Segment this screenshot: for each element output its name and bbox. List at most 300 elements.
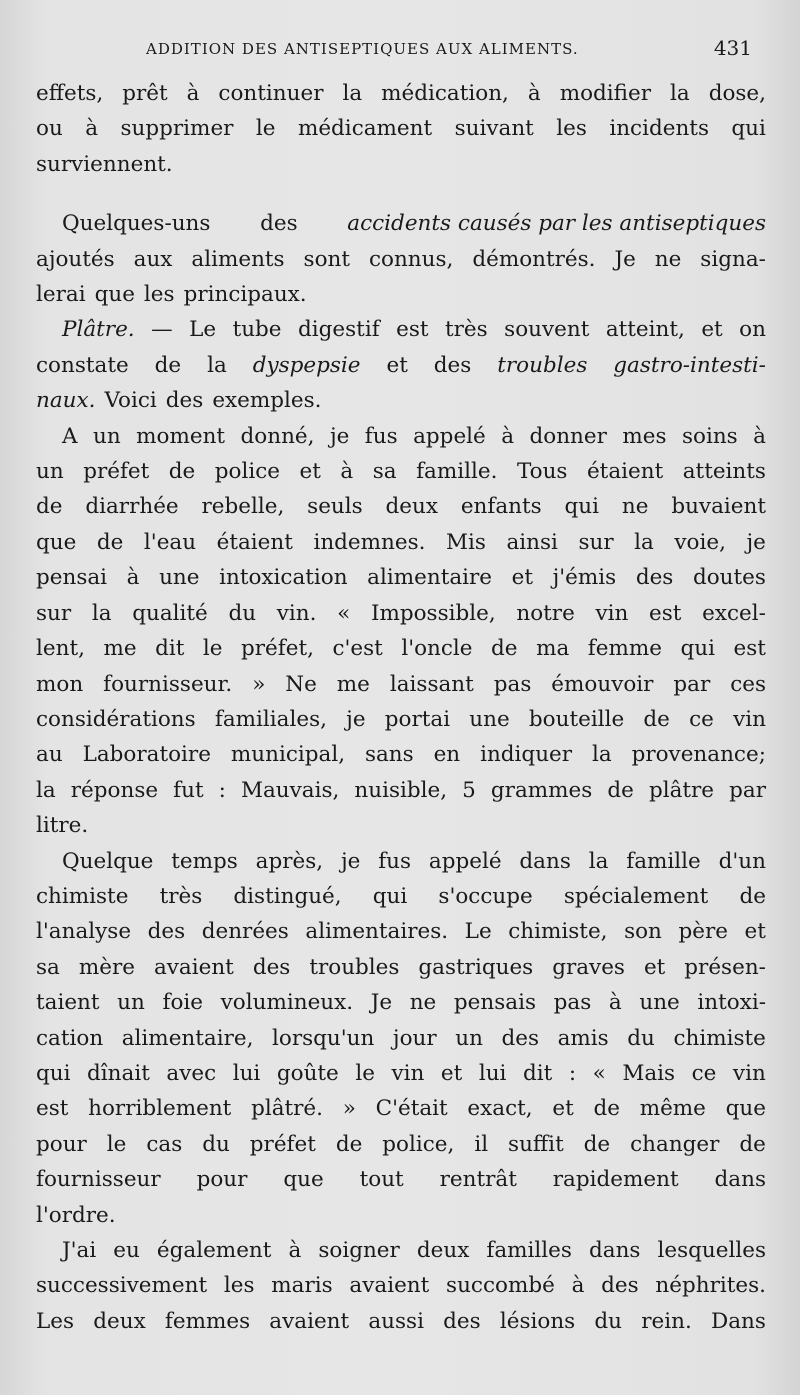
word: réponse	[70, 777, 159, 803]
text-line	[36, 631, 766, 666]
word: sur	[578, 529, 614, 555]
word: suivant	[454, 116, 534, 142]
word: des	[601, 1273, 639, 1299]
word: dans	[519, 848, 571, 874]
word: et	[386, 352, 408, 378]
word: et	[511, 565, 534, 591]
word: qui	[36, 1060, 71, 1086]
word: vin	[732, 1060, 766, 1086]
word: c'est	[332, 636, 383, 662]
word: appelé	[428, 848, 502, 874]
word: cation	[36, 1025, 104, 1051]
word: la	[207, 352, 227, 378]
word: ne	[621, 494, 649, 520]
word: je	[746, 529, 766, 555]
running-head	[60, 36, 760, 66]
word: troubles	[497, 352, 588, 378]
text-line	[36, 773, 766, 808]
word: à	[288, 1238, 302, 1263]
word: sont	[303, 246, 351, 272]
text-line	[36, 76, 766, 111]
word: la	[634, 529, 654, 555]
word: de	[583, 1131, 611, 1157]
word: il	[474, 1131, 489, 1157]
word: ce	[691, 1060, 717, 1086]
text-line	[36, 348, 766, 383]
word: denrées	[201, 919, 289, 945]
word: doutes	[692, 565, 766, 591]
word: gastriques	[418, 954, 534, 980]
word: notre	[516, 600, 575, 626]
word: que	[725, 1096, 766, 1122]
word: au	[36, 742, 63, 768]
word: cas	[146, 1131, 183, 1157]
word: aux	[133, 246, 173, 272]
word: provenance;	[631, 742, 766, 768]
word: foie	[162, 990, 204, 1016]
word: Quelque	[62, 848, 154, 874]
word: lésions	[499, 1308, 576, 1334]
word: avec	[166, 1060, 217, 1086]
word: amis	[557, 1025, 609, 1051]
word: avaient	[153, 954, 234, 980]
text-line	[36, 147, 766, 182]
word: qui	[372, 883, 408, 909]
word: du	[627, 1025, 655, 1051]
text-line	[36, 312, 766, 347]
word: chimiste	[36, 883, 129, 909]
word: ma	[536, 636, 570, 662]
word: Dans	[710, 1308, 766, 1334]
word: me	[103, 636, 137, 662]
word: donné,	[240, 423, 315, 449]
word: exemples.	[212, 388, 322, 414]
word: l'oncle	[401, 636, 473, 662]
word: suffit	[508, 1131, 564, 1157]
word: naux.	[36, 388, 96, 414]
word: fus	[364, 423, 398, 449]
word: atteints	[682, 459, 766, 485]
word: père	[678, 919, 728, 945]
word: Mais	[622, 1060, 676, 1086]
word: donner	[529, 423, 607, 449]
word: ou	[36, 116, 63, 142]
word: rein.	[641, 1308, 692, 1334]
word: les	[143, 282, 175, 308]
word: graves	[552, 954, 625, 980]
word: je	[340, 848, 361, 874]
word: portai	[384, 706, 451, 732]
word: plâtre	[648, 777, 715, 803]
word: alimentaires.	[305, 919, 449, 945]
word: des	[501, 1025, 540, 1051]
word: dose,	[708, 81, 766, 106]
word: aliments	[191, 246, 285, 272]
word: Quelques-uns	[62, 211, 211, 237]
word: avaient	[349, 1273, 430, 1299]
word: le	[355, 1060, 375, 1086]
word: police,	[382, 1131, 455, 1157]
word: vin	[595, 600, 629, 626]
word: de	[643, 706, 670, 732]
word: les	[556, 116, 587, 142]
word: Mis	[446, 529, 486, 555]
word: un	[117, 990, 145, 1016]
word: surviennent.	[36, 151, 173, 177]
word: J'ai	[62, 1238, 97, 1263]
word: très	[445, 317, 488, 343]
word: Tous	[516, 459, 568, 485]
word: deux	[385, 494, 438, 520]
word: est	[649, 600, 682, 626]
word: laissant	[389, 671, 474, 697]
word: du	[228, 600, 257, 626]
word: un	[455, 1025, 483, 1051]
word: fournisseur	[36, 1167, 161, 1193]
word: alimentaire,	[121, 1025, 254, 1051]
word: à	[753, 423, 766, 449]
word: de	[96, 529, 124, 555]
text-line	[36, 206, 766, 241]
text-line	[36, 667, 766, 702]
word: A	[62, 423, 78, 449]
word: «	[592, 1060, 606, 1086]
word: indemnes.	[313, 529, 426, 555]
word: et	[643, 954, 666, 980]
text-line	[36, 914, 766, 949]
word: de	[491, 636, 518, 662]
running-title: ADDITION DES ANTISEPTIQUES AUX ALIMENTS.	[146, 40, 579, 58]
word: à	[527, 81, 541, 106]
word: la	[91, 600, 112, 626]
word: aussi	[368, 1308, 424, 1334]
word: de	[335, 1131, 363, 1157]
word: famille.	[416, 459, 498, 485]
word: constate	[36, 352, 129, 378]
word: que	[283, 1167, 324, 1193]
word: de	[739, 1131, 766, 1157]
text-line	[36, 1162, 766, 1197]
text-line	[36, 525, 766, 560]
word: —	[151, 317, 173, 343]
word: ce	[689, 706, 714, 732]
word: j'émis	[552, 565, 617, 591]
word: s'occupe	[438, 883, 533, 909]
word: très	[159, 883, 203, 909]
text-line	[36, 419, 766, 454]
word: lorsqu'un	[272, 1025, 375, 1051]
word: du	[594, 1308, 623, 1334]
word: succombé	[446, 1273, 555, 1299]
word: connus,	[368, 246, 454, 272]
word: soigner	[318, 1238, 400, 1263]
word: dyspepsie	[252, 352, 361, 378]
word: pour	[196, 1167, 248, 1193]
word: une	[469, 706, 510, 732]
word: 5	[462, 777, 476, 803]
word: qui	[731, 116, 766, 142]
word: modifier	[559, 81, 652, 106]
word: eu	[113, 1238, 140, 1263]
word: préfet	[249, 1131, 316, 1157]
word: à	[85, 116, 99, 142]
word: intoxi-	[697, 990, 766, 1016]
word: après,	[255, 848, 324, 874]
word: ne	[654, 246, 682, 272]
word: exact,	[467, 1096, 533, 1122]
word: :	[568, 1060, 577, 1086]
word: sa	[36, 954, 60, 980]
word: et	[299, 459, 321, 485]
word: sa	[372, 459, 397, 485]
word: mes	[622, 423, 667, 449]
word: son	[624, 919, 662, 945]
word: appelé	[413, 423, 486, 449]
word: pas	[553, 990, 592, 1016]
text-line	[36, 737, 766, 772]
word: le	[106, 1131, 127, 1157]
word: vin	[391, 1060, 425, 1086]
word: principaux.	[183, 282, 307, 308]
text-line	[36, 1304, 766, 1339]
word: horriblement	[88, 1096, 232, 1122]
word: plâtré.	[251, 1096, 323, 1122]
word: des	[252, 954, 291, 980]
word: qualité	[132, 600, 208, 626]
word: et	[701, 317, 723, 343]
text-line	[36, 808, 766, 843]
word: je	[329, 423, 350, 449]
word: dans	[588, 1238, 641, 1263]
word: est	[36, 1096, 69, 1122]
word: et	[440, 1060, 463, 1086]
word: lerai	[36, 282, 86, 308]
word: des	[635, 565, 674, 591]
word: sans	[364, 742, 414, 768]
word: à	[571, 1273, 585, 1299]
word: »	[342, 1096, 356, 1122]
word: de	[607, 777, 634, 803]
word: la	[591, 742, 612, 768]
word: enfants	[460, 494, 542, 520]
word: Laboratoire	[82, 742, 211, 768]
text-line	[36, 111, 766, 146]
word: néphrites.	[655, 1273, 766, 1299]
word: des	[165, 388, 204, 414]
word: et	[552, 1096, 574, 1122]
word: à	[186, 81, 200, 106]
word: à	[340, 459, 354, 485]
word: l'analyse	[36, 919, 132, 945]
page-number: 431	[713, 36, 752, 60]
text-line	[36, 489, 766, 524]
word: rapidement	[552, 1167, 679, 1193]
word: un	[36, 459, 64, 485]
word: par	[729, 777, 766, 803]
word: familiales,	[214, 706, 327, 732]
word: médication,	[381, 81, 509, 106]
word: alimentaire	[367, 565, 493, 591]
word: vin.	[276, 600, 317, 626]
word: de	[154, 352, 182, 378]
word: la	[342, 81, 363, 106]
word: atteint,	[605, 317, 685, 343]
text-line	[36, 1268, 766, 1303]
text-line	[36, 1127, 766, 1162]
word: incidents	[609, 116, 709, 142]
word: du	[202, 1131, 230, 1157]
word: lui	[232, 1060, 261, 1086]
word: municipal,	[230, 742, 346, 768]
word: seuls	[307, 494, 363, 520]
word: qui	[680, 636, 715, 662]
word: et	[744, 919, 766, 945]
word: diarrhée	[85, 494, 179, 520]
word: rentrât	[439, 1167, 517, 1193]
word: en	[433, 742, 461, 768]
word: gastro-intesti-	[613, 352, 766, 378]
word: Plâtre.	[62, 317, 135, 343]
word: le	[255, 116, 276, 142]
word: Mauvais,	[240, 777, 340, 803]
word: fut	[173, 777, 204, 803]
word: pour	[36, 1131, 87, 1157]
word: Je	[614, 246, 636, 272]
text-line	[36, 879, 766, 914]
word: intoxication	[219, 565, 348, 591]
word: pas	[493, 671, 532, 697]
word: dans	[714, 1167, 766, 1193]
word: maris	[271, 1273, 333, 1299]
text-line	[36, 277, 766, 312]
word: accidents causés par les antiseptiques	[347, 211, 766, 237]
word: de	[739, 883, 766, 909]
word: indiquer	[480, 742, 573, 768]
word: à	[608, 990, 622, 1016]
word: à	[126, 565, 140, 591]
word: grammes	[490, 777, 593, 803]
word: signa-	[700, 246, 766, 272]
word: émouvoir	[551, 671, 654, 697]
word: lui	[478, 1060, 507, 1086]
word: je	[346, 706, 366, 732]
body-text	[36, 76, 766, 1339]
word: est	[396, 317, 429, 343]
word: effets,	[36, 81, 104, 106]
word: préfet	[83, 459, 150, 485]
word: famille	[626, 848, 701, 874]
word: temps	[171, 848, 238, 874]
word: «	[337, 600, 351, 626]
word: des	[433, 352, 472, 378]
word: buvaient	[671, 494, 766, 520]
word: dînait	[87, 1060, 150, 1086]
word: le	[202, 636, 223, 662]
text-line	[36, 383, 766, 418]
word: Le	[189, 317, 217, 343]
word: ajoutés	[36, 246, 115, 272]
word: qui	[564, 494, 600, 520]
word: Ne	[285, 671, 317, 697]
word: dit	[155, 636, 185, 662]
word: successivement	[36, 1273, 208, 1299]
word: volumineux.	[220, 990, 354, 1016]
word: excel-	[702, 600, 766, 626]
word: souvent	[504, 317, 590, 343]
word: distingué,	[233, 883, 342, 909]
word: Le	[464, 919, 492, 945]
word: la	[588, 848, 609, 874]
word: l'eau	[143, 529, 197, 555]
text-line	[36, 596, 766, 631]
word: mère	[78, 954, 135, 980]
word: à	[501, 423, 515, 449]
word: est	[733, 636, 766, 662]
word: deux	[416, 1238, 470, 1263]
word: »	[252, 671, 266, 697]
word: bouteille	[528, 706, 625, 732]
word: jour	[392, 1025, 437, 1051]
word: ainsi	[506, 529, 558, 555]
word: dit	[522, 1060, 553, 1086]
word: présen-	[684, 954, 766, 980]
word: l'ordre.	[36, 1202, 116, 1228]
word: par	[673, 671, 711, 697]
text-line	[36, 844, 766, 879]
word: changer	[630, 1131, 720, 1157]
word: lesquelles	[657, 1238, 766, 1263]
text-line	[36, 950, 766, 985]
text-line	[36, 985, 766, 1020]
word: spécialement	[563, 883, 709, 909]
text-line	[36, 1091, 766, 1126]
word: Les	[36, 1308, 75, 1334]
text-line	[36, 454, 766, 489]
word: préfet,	[241, 636, 314, 662]
word: une	[639, 990, 680, 1016]
word: prêt	[122, 81, 168, 106]
word: que	[36, 529, 77, 555]
word: me	[336, 671, 370, 697]
word: la	[36, 777, 56, 803]
text-line	[36, 242, 766, 277]
word: rebelle,	[201, 494, 285, 520]
word: voie,	[674, 529, 726, 555]
word: démontrés.	[472, 246, 596, 272]
word: ne	[409, 990, 437, 1016]
word: sur	[36, 600, 72, 626]
text-line	[36, 1056, 766, 1091]
word: police	[214, 459, 281, 485]
word: que	[94, 282, 135, 308]
word: soins	[681, 423, 738, 449]
word: avaient	[269, 1308, 350, 1334]
word: d'un	[718, 848, 766, 874]
text-line	[36, 560, 766, 595]
word: fournisseur.	[103, 671, 233, 697]
word: troubles	[309, 954, 400, 980]
word: médicament	[297, 116, 433, 142]
word: des	[443, 1308, 481, 1334]
word: des	[147, 919, 186, 945]
word: :	[218, 777, 226, 803]
word: Voici	[104, 388, 157, 414]
word: fus	[378, 848, 412, 874]
word: tube	[232, 317, 282, 343]
word: pensais	[453, 990, 537, 1016]
word: supprimer	[120, 116, 234, 142]
word: tout	[359, 1167, 404, 1193]
